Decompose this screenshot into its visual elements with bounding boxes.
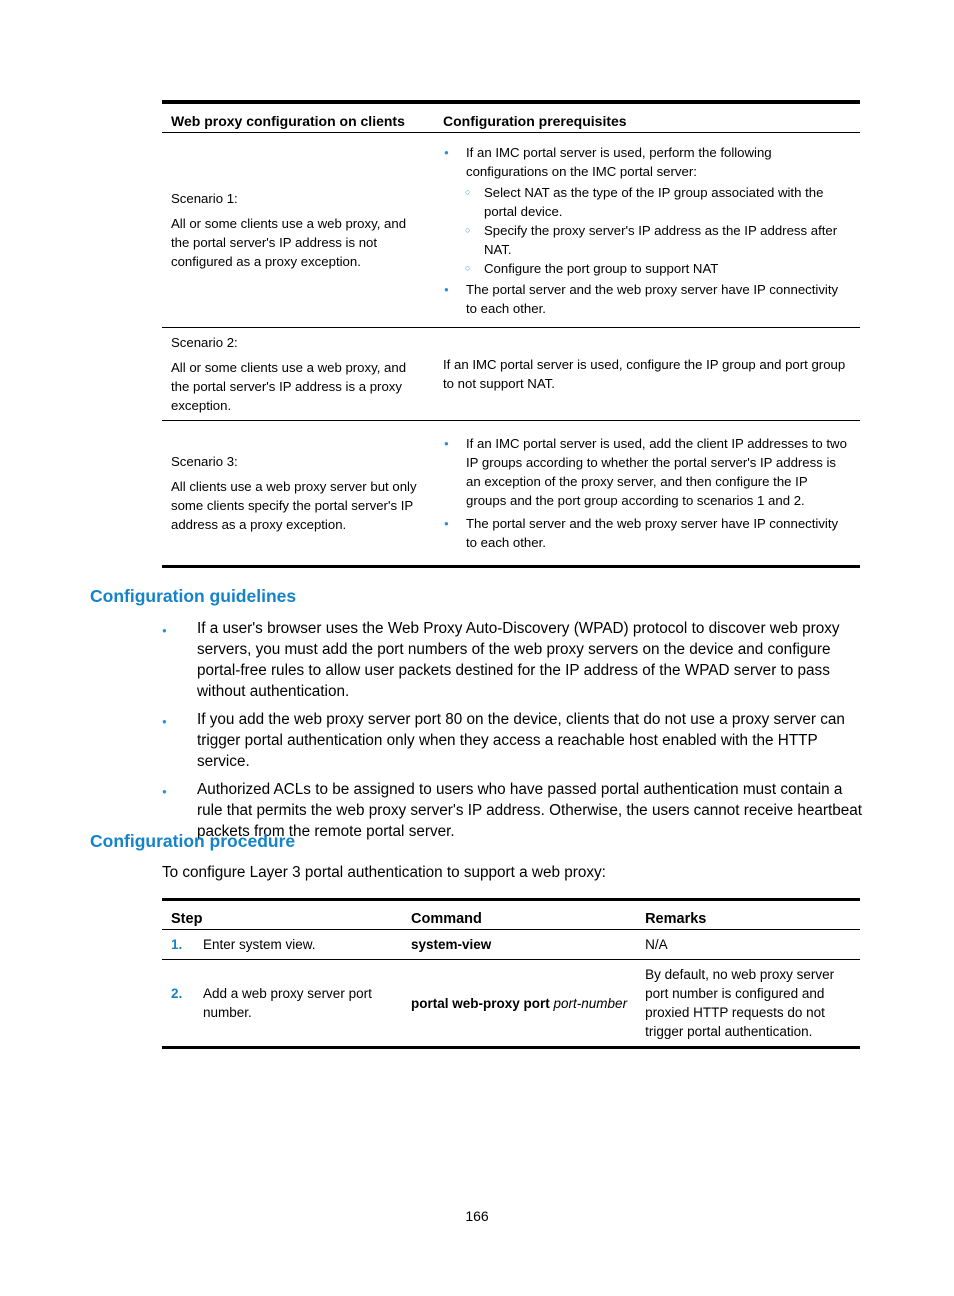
list-item: ● Authorized ACLs to be assigned to users who have passed portal authentication must contain a rule that permits the web proxy server's IP address. Otherwise, the users cannot receive heartbeat packets from the remote portal server. [162,779,866,842]
remarks-text: By default, no web proxy server port number is configured and proxied HTTP requests do not trigger portal authentication. [636,960,860,1048]
table-row [162,421,860,567]
list-item: ● The portal server and the web proxy server have IP connectivity to each other. [443,280,851,318]
step-text: Enter system view. [203,937,316,952]
table-header: Web proxy configuration on clients [162,102,434,133]
list-item: ○ Specify the proxy server's IP address as the IP address after NAT. [443,221,851,259]
bullet-list [443,143,851,318]
procedure-intro: To configure Layer 3 portal authentication to support a web proxy: [162,864,606,881]
list-item: ● If an IMC portal server is used, perform the following configurations on the IMC portal server: ○ Select NAT as the type of the IP group associated with the portal device. ○ Specify the proxy server's IP address as the IP address after NAT. ○ Configure the port group to support NAT [443,143,851,278]
scenario-description: All or some clients use a web proxy, and the portal server's IP address is a proxy exception. [171,360,407,413]
guidelines-list [162,618,866,849]
procedure-heading: Configuration procedure [90,831,296,851]
list-item: ● The portal server and the web proxy server have IP connectivity to each other. [443,514,851,552]
sub-bullet-list [443,183,851,278]
scenario-label: Scenario 1: [171,191,238,206]
table-header: Configuration prerequisites [434,102,860,133]
list-item: ○ Select NAT as the type of the IP group associated with the portal device. [443,183,851,221]
table-row [162,960,860,1048]
prerequisite-text: If an IMC portal server is used, configure the IP group and port group to not support NAT. [443,357,846,391]
procedure-table [162,898,860,1049]
table-row [162,133,860,328]
list-item: ● If a user's browser uses the Web Proxy Auto-Discovery (WPAD) protocol to discover web proxy servers, you must add the port numbers of the web proxy servers on the device and configure portal-free rules to allow user packets destined for the IP address of the WPAD server to pass without authentication. [162,618,866,702]
prerequisites-table [162,100,860,568]
step-text: Add a web proxy server port number. [203,986,372,1020]
table-header: Command [402,900,636,930]
table-header: Step [162,900,402,930]
list-item: ○ Configure the port group to support NAT [443,259,851,278]
table-row [162,328,860,421]
command-text: portal web-proxy port [411,995,550,1011]
page-number: 166 [465,1208,489,1224]
command-text: system-view [411,937,492,952]
command-argument: port-number [553,995,628,1011]
remarks-text: N/A [636,930,860,960]
scenario-description: All or some clients use a web proxy, and the portal server's IP address is not configured as a proxy exception. [171,216,407,269]
scenario-label: Scenario 2: [171,335,238,350]
guidelines-heading: Configuration guidelines [90,586,297,606]
list-item: ● If you add the web proxy server port 80 on the device, clients that do not use a proxy server can trigger portal authentication only when they access a reachable host enabled with the HTTP service. [162,709,866,772]
scenario-label: Scenario 3: [171,454,238,469]
table-row [162,930,860,960]
step-number: 2. [171,986,183,1001]
step-number: 1. [171,937,183,952]
bullet-list [443,434,851,552]
list-item: ● If an IMC portal server is used, add the client IP addresses to two IP groups according to whether the portal server's IP address is an exception of the proxy server, and then configure the IP groups and the port group according to scenarios 1 and 2. [443,434,851,510]
scenario-description: All clients use a web proxy server but only some clients specify the portal server's IP address as a proxy exception. [171,479,417,532]
table-header: Remarks [636,900,860,930]
